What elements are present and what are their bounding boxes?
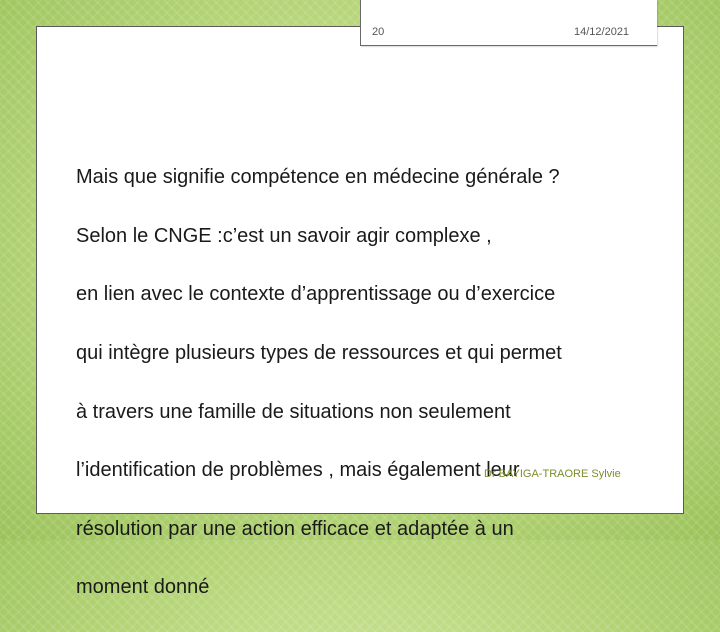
- body-line: Selon le CNGE :c’est un savoir agir complexe ,: [76, 224, 492, 247]
- body-line: en lien avec le contexte d’apprentissage ou d’exercice: [76, 283, 556, 306]
- body-line: Mais que signifie compétence en médecine générale ?: [76, 166, 560, 189]
- slide-header-band: [360, 0, 657, 46]
- slide-number: 20: [372, 26, 385, 38]
- body-line: résolution par une action efficace et adaptée à un: [76, 517, 514, 540]
- body-line: à travers une famille de situations non seulement: [76, 400, 511, 423]
- slide-body-text: [76, 134, 676, 632]
- slide-date: 14/12/2021: [574, 26, 630, 38]
- body-line: moment donné: [76, 576, 210, 599]
- body-line: qui intègre plusieurs types de ressources et qui permet: [76, 342, 562, 365]
- slide-footer-author: Dr BAYIGA-TRAORE Sylvie: [484, 468, 621, 480]
- body-line: l’identification de problèmes , mais également leur: [76, 459, 520, 482]
